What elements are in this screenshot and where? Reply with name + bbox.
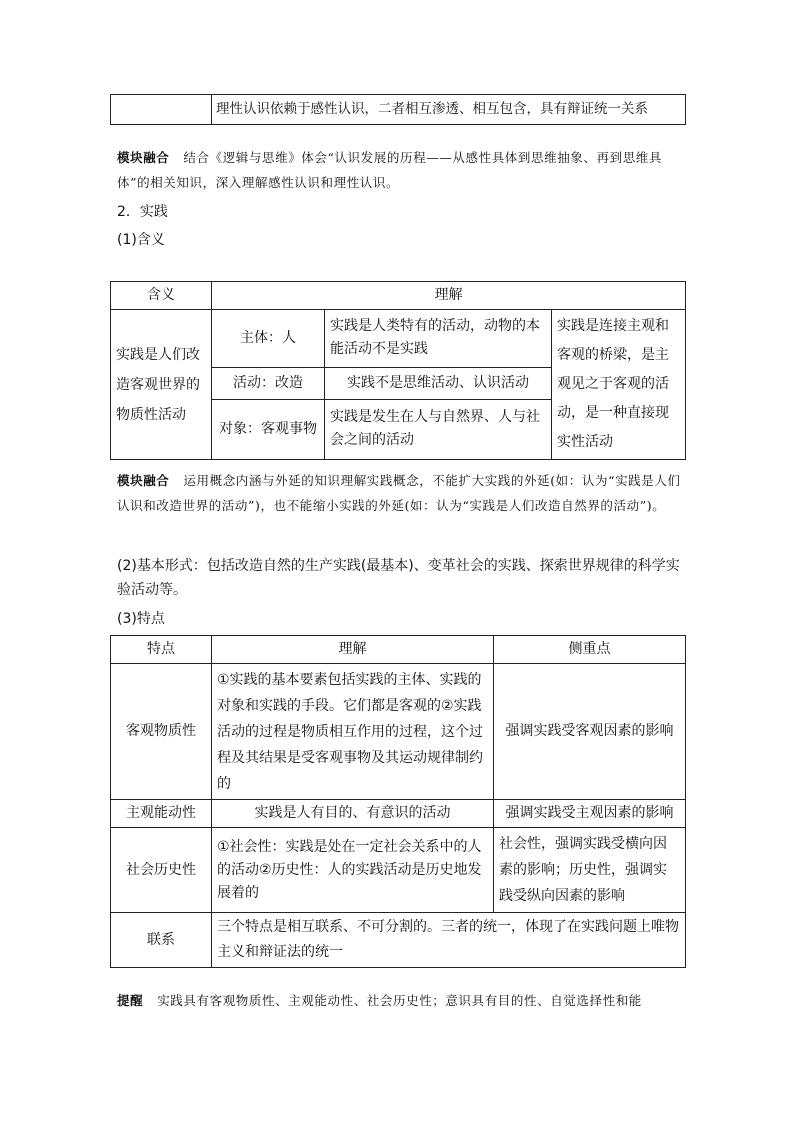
- aspect-text-activity: 实践不是思维活动、认识活动: [325, 367, 552, 399]
- feature-name: 社会历史性: [111, 828, 212, 913]
- top-table-right-cell: 理性认识依赖于感性认识，二者相互渗透、相互包含，具有辩证统一关系: [212, 95, 686, 125]
- feature-understanding: ①社会性：实践是处在一定社会关系中的人的活动②历史性：人的实践活动是历史地发展着的: [212, 828, 494, 913]
- feature-connection-text: 三个特点是相互联系、不可分割的。三者的统一，体现了在实践问题上唯物主义和辩证法的统一: [212, 913, 686, 968]
- note-1-label: 模块融合: [117, 150, 170, 165]
- feature-name: 联系: [111, 913, 212, 968]
- meaning-summary-cell: 实践是连接主观和客观的桥梁，是主观见之于客观的活动，是一种直接现实性活动: [552, 310, 686, 460]
- aspect-text-subject: 实践是人类特有的活动，动物的本能活动不是实践: [325, 310, 552, 368]
- meaning-table: [110, 281, 686, 460]
- reminder-text: 实践具有客观物质性、主观能动性、社会历史性；意识具有目的性、自觉选择性和能: [157, 993, 642, 1008]
- meaning-header: 含义: [111, 282, 212, 310]
- features-table: [110, 635, 686, 968]
- note-1-text: 结合《逻辑与思维》体会“认识发展的历程——从感性具体到思维抽象、再到思维具体”的相关知识，深入理解感性认识和理性认识。: [117, 150, 662, 190]
- features-header-understanding: 理解: [212, 636, 494, 664]
- aspect-label-object: 对象：客观事物: [212, 399, 325, 459]
- note-2-text: 运用概念内涵与外延的知识理解实践概念，不能扩大实践的外延(如：认为“实践是人们认识和改造世界的活动”)，也不能缩小实践的外延(如：认为“实践是人们改造自然界的活动”)。: [117, 473, 681, 513]
- aspect-label-subject: 主体：人: [212, 310, 325, 368]
- feature-understanding: ①实践的基本要素包括实践的主体、实践的对象和实践的手段。它们都是客观的②实践活动的过程是物质相互作用的过程，这个过程及其结果是受客观事物及其运动规律制约的: [212, 664, 494, 800]
- module-fusion-note-1: [117, 145, 687, 195]
- feature-focus: 强调实践受主观因素的影响: [494, 800, 686, 828]
- top-table-empty-cell: [111, 95, 212, 125]
- subsection-1-title: (1)含义: [117, 232, 165, 248]
- features-header-focus: 侧重点: [494, 636, 686, 664]
- feature-focus: 强调实践受客观因素的影响: [494, 664, 686, 800]
- subsection-3-title: (3)特点: [117, 611, 165, 627]
- basic-forms-paragraph: (2)基本形式：包括改造自然的生产实践(最基本)、变革社会的实践、探索世界规律的科学实验活动等。: [117, 558, 680, 598]
- aspect-text-object: 实践是发生在人与自然界、人与社会之间的活动: [325, 399, 552, 459]
- section-2-title: 2．实践: [117, 204, 168, 220]
- reminder-label: 提醒: [117, 993, 144, 1008]
- meaning-definition-cell: 实践是人们改造客观世界的物质性活动: [111, 310, 212, 460]
- feature-name: 客观物质性: [111, 664, 212, 800]
- note-2-label: 模块融合: [117, 473, 170, 488]
- feature-focus: 社会性，强调实践受横向因素的影响；历史性，强调实践受纵向因素的影响: [494, 828, 686, 913]
- reminder-note: [117, 988, 692, 1013]
- features-header-feature: 特点: [111, 636, 212, 664]
- aspect-label-activity: 活动：改造: [212, 367, 325, 399]
- feature-name: 主观能动性: [111, 800, 212, 828]
- module-fusion-note-2: [117, 468, 687, 518]
- feature-understanding: 实践是人有目的、有意识的活动: [212, 800, 494, 828]
- top-table: [110, 94, 686, 125]
- understanding-header: 理解: [212, 282, 686, 310]
